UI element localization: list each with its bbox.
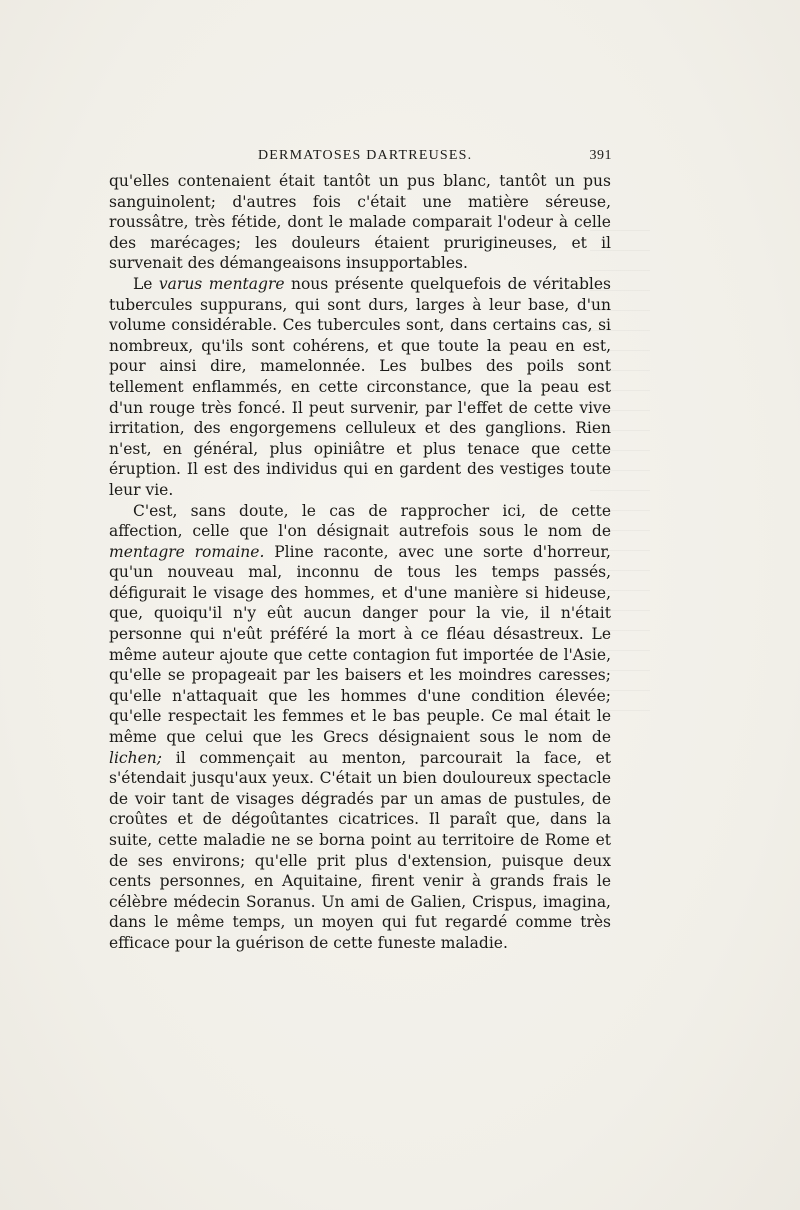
paragraph-2-text-cont: nous présente quelquefois de véritables tubercules suppurans, qui sont durs, larges à leur base, d'un volume considérable. Ces tubercules sont, dans certains cas, si nombreux, qu'ils sont cohérens, et que toute la peau en est, pour ainsi dire, mamelonnée. Les bulbes des poils sont tellement enflammés, en cette circonstance, que la peau est d'un rouge très foncé. Il peut survenir, par l'effet de cette vive irritation, des engorgemens celluleux et des ganglions. Rien n'est, en général, plus opiniâtre et plus tenace que cette éruption. Il est des individus qui en gardent des vestiges toute leur vie.: [109, 274, 611, 499]
paragraph-1: [109, 171, 611, 274]
running-header: [110, 148, 612, 170]
running-title: DERMATOSES DARTREUSES.: [258, 148, 473, 163]
paragraph-3: [109, 501, 611, 954]
paragraph-1-text: qu'elles contenaient était tantôt un pus blanc, tantôt un pus sanguinolent; d'autres fois c'était une matière séreuse, roussâtre, très fétide, dont le malade comparait l'odeur à celle des marécages; les douleurs étaient prurigineuses, et il survenait des démangeaisons insupportables.: [109, 172, 611, 273]
italic-term-varus-mentagre: varus mentagre: [158, 274, 285, 293]
paragraph-3-text: C'est, sans doute, le cas de rapprocher ici, de cette affection, celle que l'on désignait autrefois sous le nom de: [109, 501, 611, 541]
italic-term-lichen: lichen;: [109, 748, 162, 767]
body-text: [109, 171, 611, 954]
italic-term-mentagre-romaine: mentagre romaine.: [109, 542, 265, 561]
page-number: 391: [589, 148, 612, 163]
paragraph-2: [109, 274, 611, 501]
paragraph-3-text-end: il commençait au menton, parcourait la face, et s'étendait jusqu'aux yeux. C'était un bien douloureux spectacle de voir tant de visages dégradés par un amas de pustules, de croûtes et de dégoûtantes cicatrices. Il paraît que, dans la suite, cette maladie ne se borna point au territoire de Rome et de ses environs; qu'elle prit plus d'extension, puisque deux cents personnes, en Aquitaine, firent venir à grands frais le célèbre médecin Soranus. Un ami de Galien, Crispus, imagina, dans le même temps, un moyen qui fut regardé comme très efficace pour la guérison de cette funeste maladie.: [109, 748, 611, 952]
paragraph-2-text: Le: [133, 274, 159, 293]
paragraph-3-text-cont: Pline raconte, avec une sorte d'horreur, qu'un nouveau mal, inconnu de tous les temps passés, défigurait le visage des hommes, et d'une manière si hideuse, que, quoiqu'il n'y eût aucun danger pour la vie, il n'était personne qui n'eût préféré la mort à ce fléau désastreux. Le même auteur ajoute que cette contagion fut importée de l'Asie, qu'elle se propageait par les baisers et les moindres caresses; qu'elle n'attaquait que les hommes d'une condition élevée; qu'elle respectait les femmes et le bas peuple. Ce mal était le même que celui que les Grecs désignaient sous le nom de: [109, 542, 611, 747]
